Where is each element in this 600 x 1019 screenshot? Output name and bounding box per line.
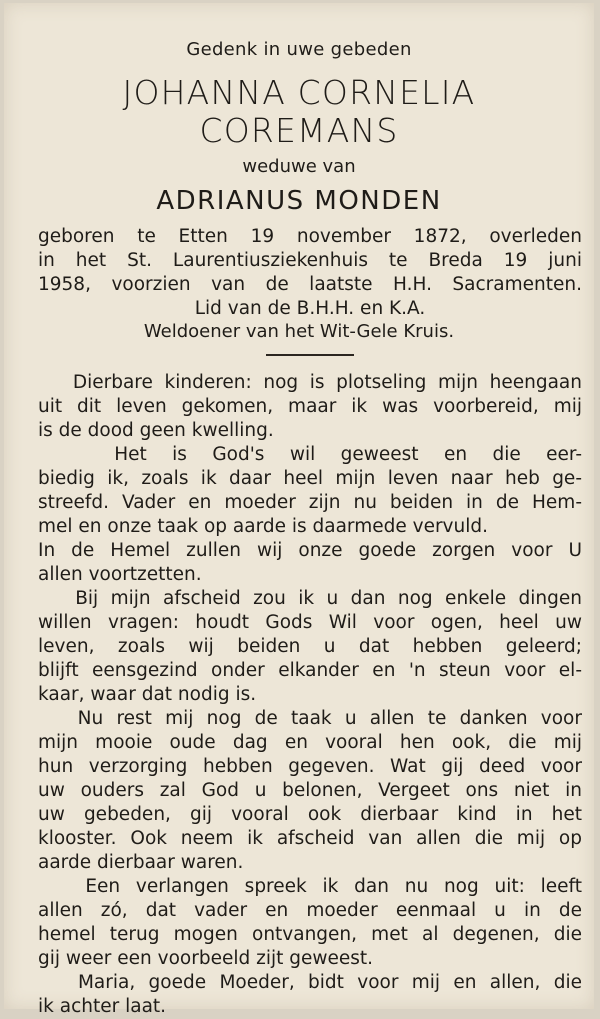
farewell-line: Een verlangen spreek ik dan nu nog uit: leeft — [38, 876, 582, 897]
widow-of-line: weduwe van — [242, 156, 356, 177]
farewell-line: ik achter laat. — [38, 996, 167, 1017]
bio-line: Lid van de B.H.H. en K.A. — [194, 298, 426, 319]
bio-line: in het St. Laurentiusziekenhuis te Breda 19 juni — [38, 250, 582, 271]
farewell-line: biedig ik, zoals ik daar heel mijn leven naar heb ge- — [38, 468, 582, 489]
farewell-text — [38, 371, 582, 1019]
farewell-line: aarde dierbaar waren. — [38, 852, 244, 873]
farewell-line: Dierbare kinderen: nog is plotseling mijn heengaan — [38, 372, 582, 393]
charity-line: Weldoener van het Wit-Gele Kruis. — [143, 321, 455, 342]
farewell-line: uw ouders zal God u belonen, Vergeet ons niet in — [38, 780, 582, 801]
farewell-line: kaar, waar dat nodig is. — [38, 684, 257, 705]
divider — [266, 354, 354, 356]
farewell-line: klooster. Ook neem ik afscheid van allen die mij op — [38, 828, 582, 849]
farewell-line: blijft eensgezind onder elkander en 'n steun voor el- — [38, 660, 582, 681]
memorial-card — [4, 3, 594, 1017]
farewell-line: streefd. Vader en moeder zijn nu beiden in de Hem- — [38, 492, 582, 513]
farewell-line: Bij mijn afscheid zou ik u dan nog enkele dingen — [38, 588, 582, 609]
bio-line: geboren te Etten 19 november 1872, overleden — [38, 226, 582, 247]
biography — [38, 225, 582, 321]
bio-line: 1958, voorzien van de laatste H.H. Sacramenten. — [38, 274, 582, 295]
farewell-line: hemel terug mogen ontvangen, met al degenen, die — [38, 924, 582, 945]
farewell-line: leven, zoals wij beiden u dat hebben geleerd; — [38, 636, 582, 657]
farewell-line: allen zó, dat vader en moeder eenmaal u in de — [38, 900, 582, 921]
farewell-line: hun verzorging hebben gegeven. Wat gij deed voor — [38, 756, 582, 777]
farewell-line: is de dood geen kwelling. — [38, 420, 274, 441]
farewell-line: Nu rest mij nog de taak u allen te danken voor — [38, 708, 582, 729]
farewell-line: In de Hemel zullen wij onze goede zorgen voor U — [38, 540, 582, 561]
farewell-line: Maria, goede Moeder, bidt voor mij en allen, die — [38, 972, 582, 993]
farewell-line: uw gebeden, gij vooral ook dierbaar kind in het — [38, 804, 582, 825]
farewell-line: allen voortzetten. — [38, 564, 202, 585]
intro-line: Gedenk in uwe gebeden — [186, 39, 412, 60]
husband-name: ADRIANUS MONDEN — [156, 186, 442, 216]
farewell-line: mel en onze taak op aarde is daarmede vervuld. — [38, 516, 488, 537]
deceased-name-first: JOHANNA CORNELIA — [122, 73, 476, 112]
farewell-line: Het is God's wil geweest en die eer- — [38, 444, 582, 465]
farewell-line: mijn mooie oude dag en vooral hen ook, die mij — [38, 732, 582, 753]
farewell-line: gij weer een voorbeeld zijt geweest. — [38, 948, 374, 969]
farewell-line: uit dit leven gekomen, maar ik was voorbereid, mij — [38, 396, 582, 417]
deceased-name-last: COREMANS — [199, 111, 399, 150]
farewell-line: willen vragen: houdt Gods Wil voor ogen, heel uw — [38, 612, 582, 633]
